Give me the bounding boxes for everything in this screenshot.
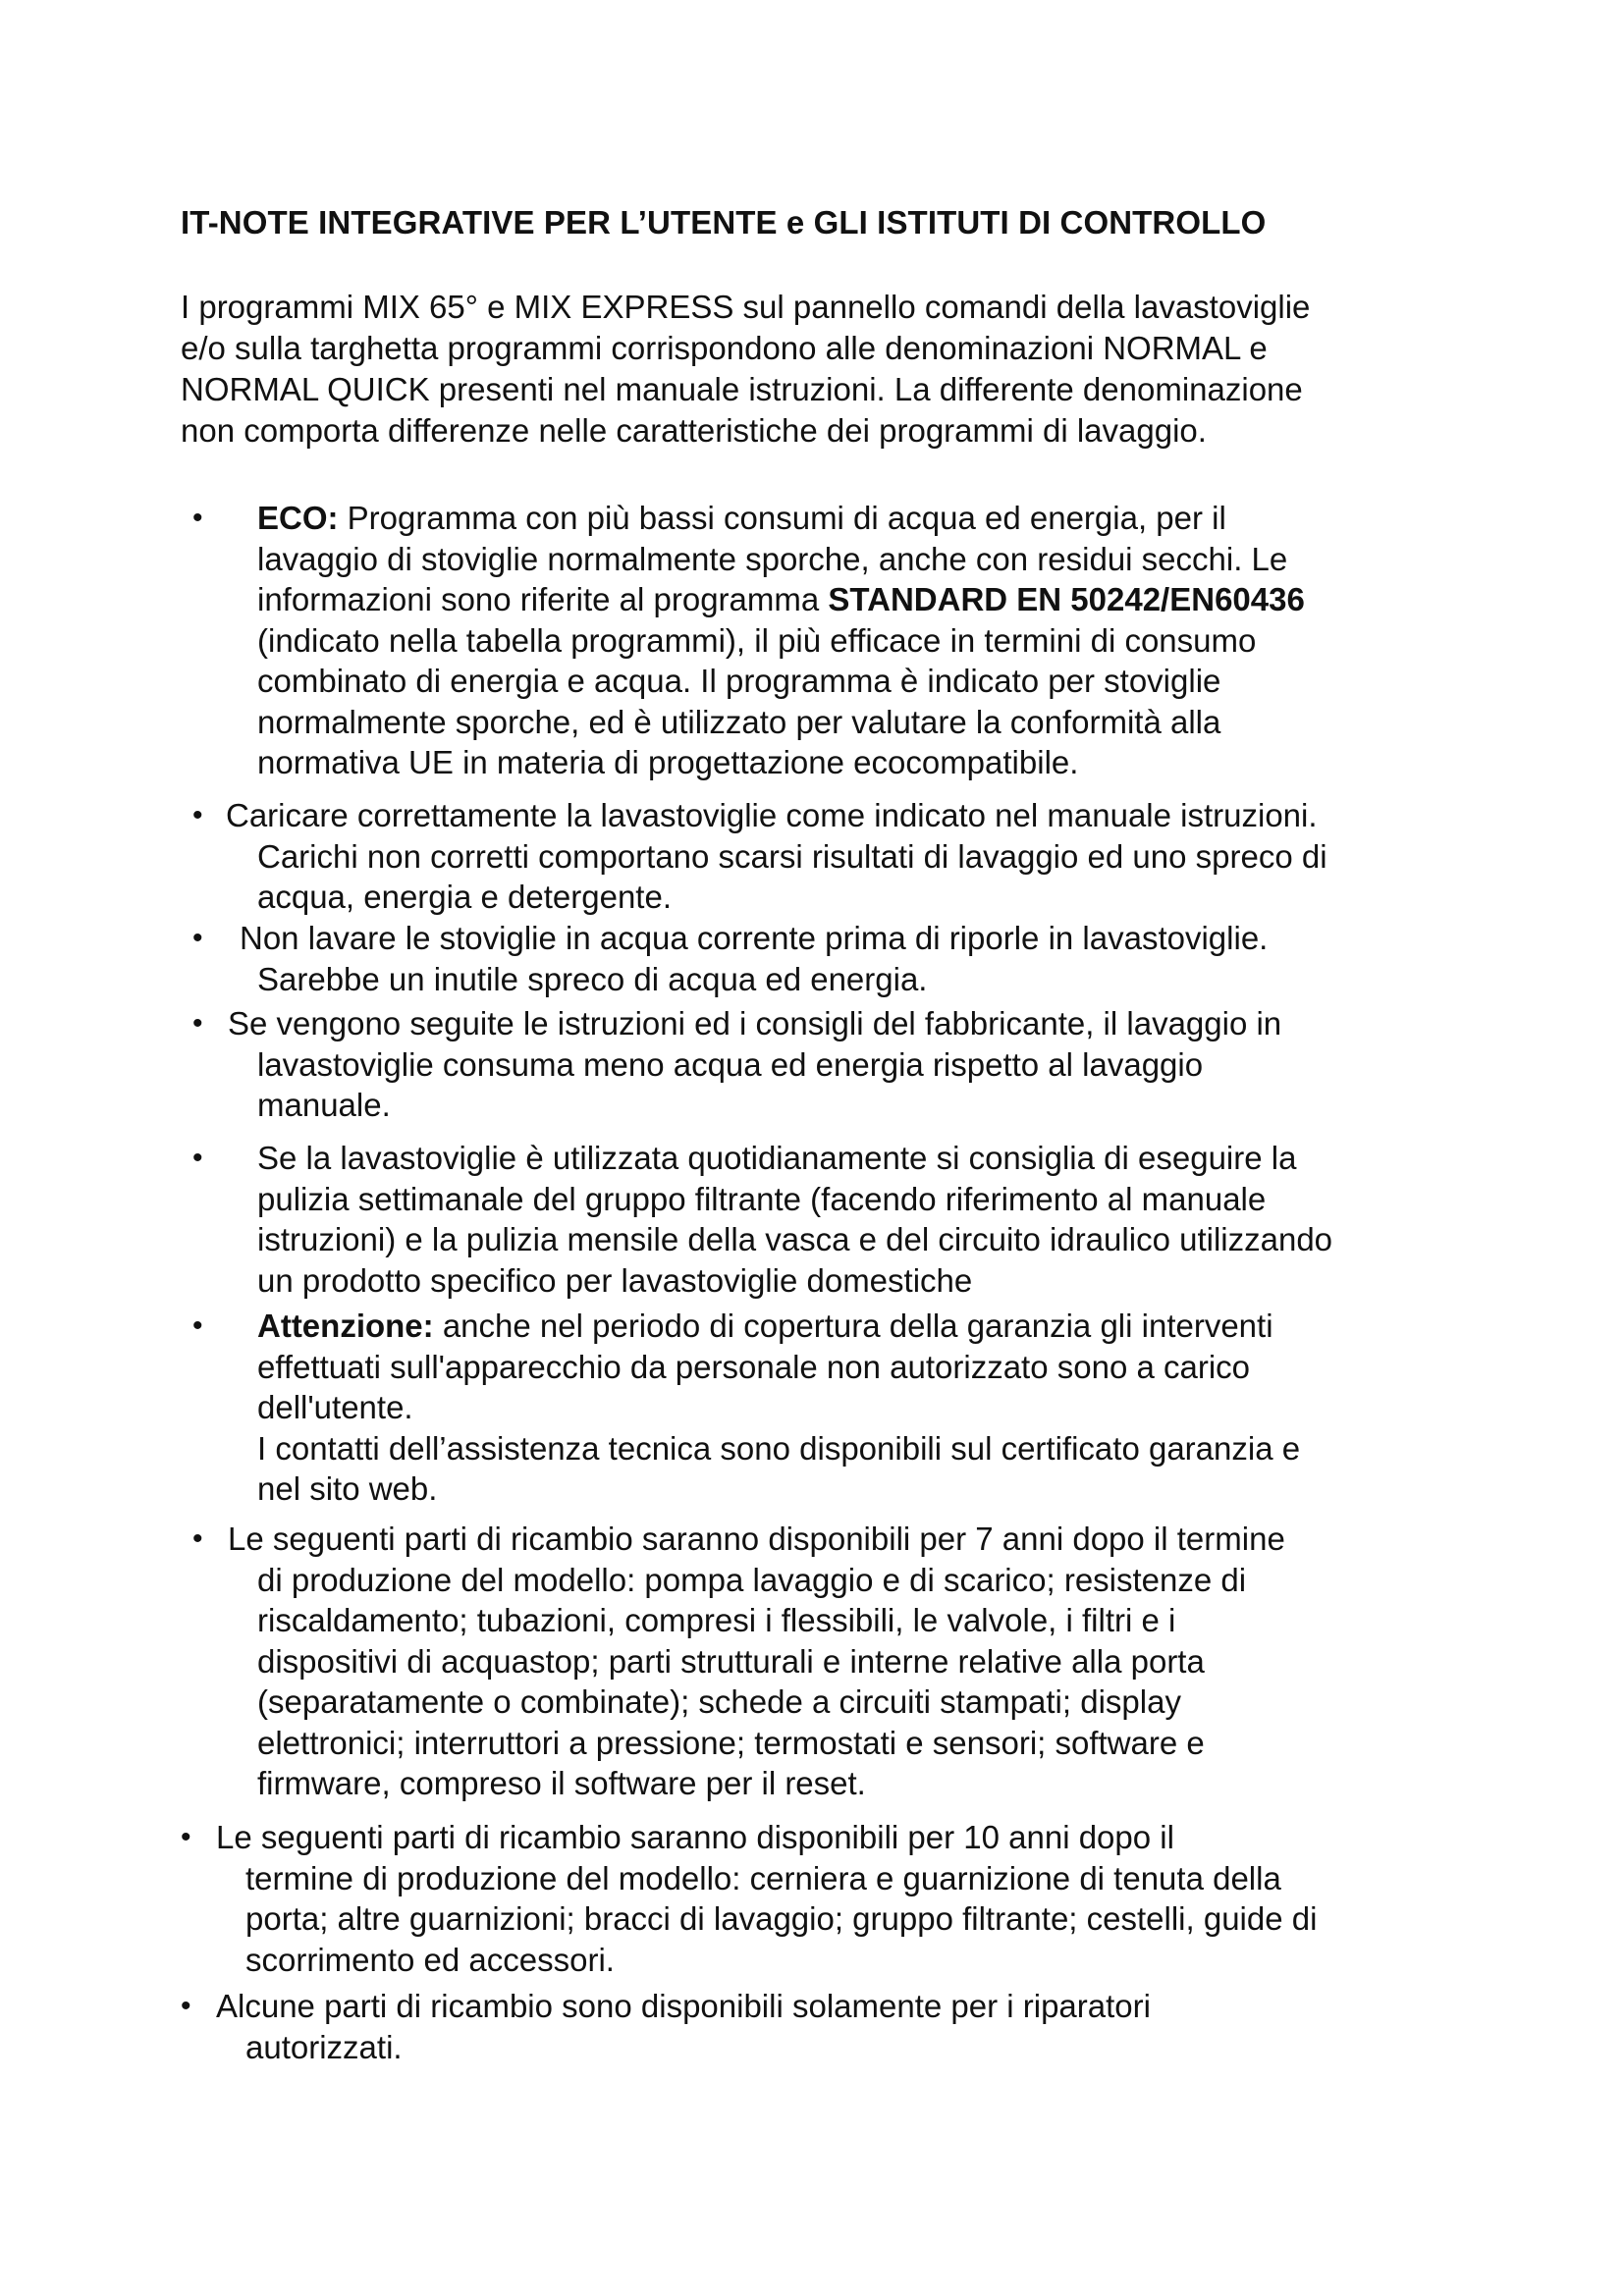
bullet-icon: • [181,1821,191,1853]
list-item-line: elettronici; interruttori a pressione; termostati e sensori; software e [257,1724,1205,1761]
list-item-line: normalmente sporche, ed è utilizzato per valutare la conformità alla [257,703,1221,740]
list-item-authorized-repairers [181,1986,1455,2067]
bullet-icon: • [192,922,203,954]
bullet-icon: • [192,1522,203,1555]
list-item-line: lavastoviglie consuma meno acqua ed energia rispetto al lavaggio [257,1045,1204,1083]
list-item-line: firmware, compreso il software per il reset. [257,1765,866,1801]
list-item-line: Non lavare le stoviglie in acqua corrente prima di riporle in lavastoviglie. [240,920,1269,956]
list-item-instructions [192,1003,1455,1126]
list-item-line: dell'utente. [257,1389,413,1425]
intro-line: NORMAL QUICK presenti nel manuale istruzioni. La differente denominazione [181,371,1303,407]
page-title: IT-NOTE INTEGRATIVE PER L’UTENTE e GLI ISTITUTI DI CONTROLLO [181,204,1267,240]
list-item-line: Alcune parti di ricambio sono disponibili solamente per i riparatori [216,1988,1151,2024]
list-item-eco [192,498,1455,783]
list-item-line: combinato di energia e acqua. Il programma è indicato per stoviglie [257,663,1221,699]
list-item-line: dispositivi di acquastop; parti strutturali e interne relative alla porta [257,1642,1205,1680]
list-item-rinse [192,918,1457,999]
bullet-icon: • [192,502,203,534]
list-item-line: pulizia settimanale del gruppo filtrante (facendo riferimento al manuale [257,1180,1267,1217]
list-item-line: ECO: Programma con più bassi consumi di acqua ed energia, per il [257,500,1226,536]
list-item-line: Le seguenti parti di ricambio saranno disponibili per 7 anni dopo il termine [228,1521,1285,1557]
list-item-line: Caricare correttamente la lavastoviglie come indicato nel manuale istruzioni. [226,797,1318,833]
list-item-line: I contatti dell’assistenza tecnica sono disponibili sul certificato garanzia e [257,1429,1301,1467]
intro-paragraph [181,287,1457,452]
list-item-parts-10-years [181,1817,1455,1980]
list-item-line: Sarebbe un inutile spreco di acqua ed energia. [257,960,928,997]
bullet-icon: • [192,1142,203,1174]
list-item-line: scorrimento ed accessori. [245,1941,615,1978]
list-item-attention [192,1306,1455,1510]
list-item-line: acqua, energia e detergente. [257,879,672,915]
list-item-line: riscaldamento; tubazioni, compresi i flessibili, le valvole, i filtri e i [257,1602,1176,1638]
bullet-icon: • [181,1990,191,2022]
list-item-parts-7-years [192,1519,1455,1804]
list-item-line: Attenzione: anche nel periodo di copertura della garanzia gli interventi [257,1308,1273,1344]
list-item-line: di produzione del modello: pompa lavaggio e di scarico; resistenze di [257,1561,1247,1598]
list-item-line: Se vengono seguite le istruzioni ed i consigli del fabbricante, il lavaggio in [228,1005,1282,1041]
list-item-line: autorizzati. [245,2028,403,2065]
list-item-line: manuale. [257,1087,391,1123]
list-item-load [192,795,1457,918]
attention-label: Attenzione: [257,1308,434,1344]
list-item-cleaning [192,1138,1455,1301]
eco-label: ECO: [257,500,339,536]
intro-line: I programmi MIX 65° e MIX EXPRESS sul pannello comandi della lavastoviglie [181,289,1311,325]
list-item-line: nel sito web. [257,1470,438,1507]
list-item-line: lavaggio di stoviglie normalmente sporche, anche con residui secchi. Le [257,540,1288,577]
list-item-line: istruzioni) e la pulizia mensile della vasca e del circuito idraulico utilizzando [257,1221,1333,1257]
bullet-icon: • [192,799,203,831]
list-item-line: Le seguenti parti di ricambio saranno disponibili per 10 anni dopo il [216,1819,1174,1855]
list-item-line: Se la lavastoviglie è utilizzata quotidianamente si consiglia di eseguire la [257,1140,1297,1176]
intro-line: e/o sulla targhetta programmi corrispondono alle denominazioni NORMAL e [181,330,1268,366]
list-item-line: (indicato nella tabella programmi), il più efficace in termini di consumo [257,621,1257,659]
intro-line: non comporta differenze nelle caratteristiche dei programmi di lavaggio. [181,412,1207,449]
list-item-line: effettuati sull'apparecchio da personale non autorizzato sono a carico [257,1348,1251,1385]
list-item-line: normativa UE in materia di progettazione ecocompatibile. [257,744,1079,780]
bullet-icon: • [192,1309,203,1342]
list-item-line: porta; altre guarnizioni; bracci di lavaggio; gruppo filtrante; cestelli, guide di [245,1900,1318,1937]
standard-label: STANDARD EN 50242/EN60436 [828,581,1305,617]
list-item-line: (separatamente o combinate); schede a circuiti stampati; display [257,1683,1181,1720]
list-item-line: informazioni sono riferite al programma STANDARD EN 50242/EN60436 [257,581,1305,617]
list-item-line: termine di produzione del modello: cerniera e guarnizione di tenuta della [245,1859,1281,1896]
list-item-line: Carichi non corretti comportano scarsi risultati di lavaggio ed uno spreco di [257,837,1327,875]
bullet-icon: • [192,1007,203,1040]
list-item-line: un prodotto specifico per lavastoviglie domestiche [257,1261,973,1299]
